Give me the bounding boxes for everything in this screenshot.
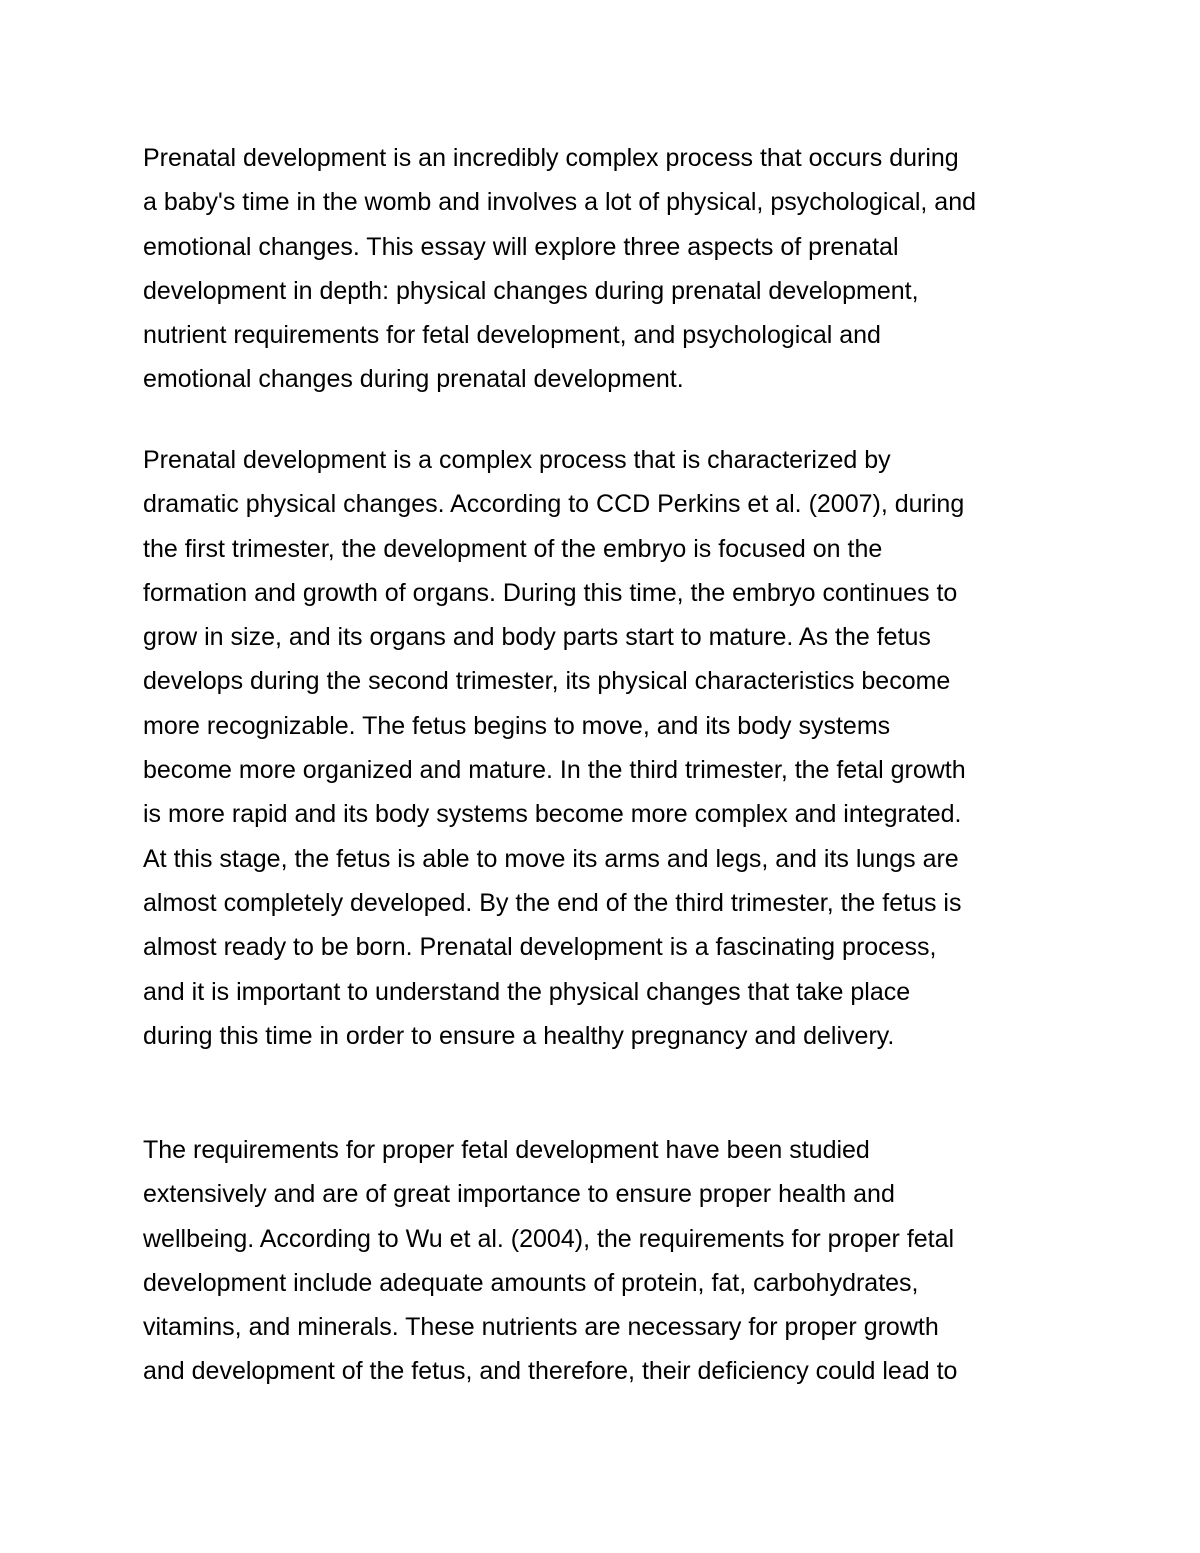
text-line: the first trimester, the development of the embryo is focused on the (143, 534, 883, 563)
text-line: vitamins, and minerals. These nutrients are necessary for proper growth (143, 1313, 939, 1342)
text-line: become more organized and mature. In the third trimester, the fetal growth (143, 756, 966, 785)
text-line: extensively and are of great importance to ensure proper health and (143, 1180, 895, 1209)
paragraph-nutrient-requirements (143, 1128, 1083, 1394)
text-line: during this time in order to ensure a healthy pregnancy and delivery. (143, 1021, 895, 1050)
paragraph-introduction (143, 136, 1083, 402)
text-line: is more rapid and its body systems become more complex and integrated. (143, 800, 962, 829)
text-line: almost completely developed. By the end of the third trimester, the fetus is (143, 888, 962, 917)
paragraph-physical-changes (143, 438, 1083, 1058)
text-line: Prenatal development is an incredibly complex process that occurs during (143, 144, 959, 172)
text-line: more recognizable. The fetus begins to move, and its body systems (143, 711, 891, 740)
text-line: almost ready to be born. Prenatal development is a fascinating process, (143, 933, 937, 962)
text-line: development include adequate amounts of protein, fat, carbohydrates, (143, 1268, 919, 1297)
text-line: wellbeing. According to Wu et al. (2004), the requirements for proper fetal (143, 1224, 955, 1253)
text-line: a baby's time in the womb and involves a lot of physical, psychological, and (143, 188, 977, 217)
text-line: development in depth: physical changes during prenatal development, (143, 276, 919, 305)
text-line: emotional changes during prenatal development. (143, 365, 684, 394)
text-line: and it is important to understand the physical changes that take place (143, 977, 911, 1006)
text-line: develops during the second trimester, its physical characteristics become (143, 667, 951, 696)
text-line: dramatic physical changes. According to CCD Perkins et al. (2007), during (143, 490, 965, 519)
text-line: formation and growth of organs. During this time, the embryo continues to (143, 578, 958, 607)
text-line: grow in size, and its organs and body parts start to mature. As the fetus (143, 623, 931, 652)
text-line: The requirements for proper fetal development have been studied (143, 1136, 870, 1164)
text-line: At this stage, the fetus is able to move its arms and legs, and its lungs are (143, 844, 959, 873)
text-line: nutrient requirements for fetal development, and psychological and (143, 321, 881, 350)
text-line: Prenatal development is a complex process that is characterized by (143, 446, 891, 474)
text-line: and development of the fetus, and therefore, their deficiency could lead to (143, 1357, 958, 1386)
text-line: emotional changes. This essay will explore three aspects of prenatal (143, 232, 899, 261)
